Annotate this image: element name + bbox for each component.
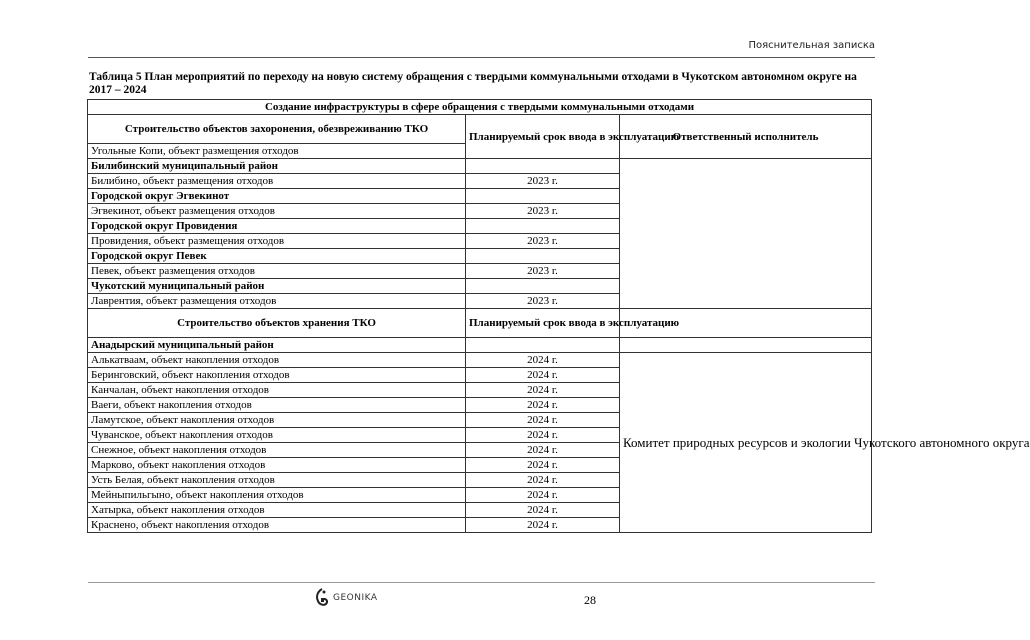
object-name-cell: Певек, объект размещения отходов <box>88 264 466 279</box>
commissioning-year-cell: 2024 г. <box>466 368 620 383</box>
group-row <box>88 219 872 234</box>
object-name-cell: Эгвекинот, объект размещения отходов <box>88 204 466 219</box>
table-row <box>88 204 872 219</box>
table-row <box>88 353 872 368</box>
commissioning-year-cell: 2024 г. <box>466 383 620 398</box>
table-row <box>88 174 872 189</box>
group-row-label: Городской округ Певек <box>88 249 466 264</box>
logo-wordmark: GEONIKA <box>333 593 378 603</box>
section2-header-row <box>88 309 872 338</box>
group-row <box>88 338 872 353</box>
section1-col3-header: Ответственный исполнитель <box>620 115 872 159</box>
commissioning-year-cell: 2023 г. <box>466 174 620 189</box>
object-name-cell: Алькатваам, объект накопления отходов <box>88 353 466 368</box>
commissioning-year-cell: 2024 г. <box>466 353 620 368</box>
empty-responsible-cell <box>620 338 872 353</box>
empty-year-cell <box>466 338 620 353</box>
object-name-cell: Хатырка, объект накопления отходов <box>88 503 466 518</box>
commissioning-year-cell: 2024 г. <box>466 398 620 413</box>
object-name-cell: Билибино, объект размещения отходов <box>88 174 466 189</box>
group-row-label: Анадырский муниципальный район <box>88 338 466 353</box>
document-type-label: Пояснительная записка <box>748 40 875 51</box>
table-caption: Таблица 5 План мероприятий по переходу на новую систему обращения с твердыми коммунальными отходами в Чукотском автономном округе на 2017 – 2024 <box>89 71 857 96</box>
commissioning-year-cell <box>466 279 620 294</box>
measures-table <box>87 99 1030 533</box>
commissioning-year-cell: 2024 г. <box>466 458 620 473</box>
object-name-cell: Усть Белая, объект накопления отходов <box>88 473 466 488</box>
group-row <box>88 279 872 294</box>
group-row <box>88 159 872 174</box>
object-name-cell: Чуванское, объект накопления отходов <box>88 428 466 443</box>
responsible-executor-cell: Комитет природных ресурсов и экологии Чукотского автономного округа <box>620 353 872 533</box>
object-name-cell: Лаврентия, объект размещения отходов <box>88 294 466 309</box>
header-divider <box>88 57 875 58</box>
section1-col1-header: Строительство объектов захоронения, обезвреживанию ТКО <box>88 115 466 144</box>
commissioning-year-cell <box>466 249 620 264</box>
object-name-cell: Снежное, объект накопления отходов <box>88 443 466 458</box>
section2-col2-header: Планируемый срок ввода в эксплуатацию <box>466 309 620 338</box>
group-row <box>88 249 872 264</box>
table-title: Создание инфраструктуры в сфере обращения с твердыми коммунальными отходами <box>88 100 872 115</box>
object-name-cell: Провидения, объект размещения отходов <box>88 234 466 249</box>
commissioning-year-cell: 2024 г. <box>466 503 620 518</box>
object-name-cell: Мейныпильгыно, объект накопления отходов <box>88 488 466 503</box>
commissioning-year-cell: 2023 г. <box>466 294 620 309</box>
commissioning-year-cell: 2023 г. <box>466 234 620 249</box>
group-row <box>88 189 872 204</box>
table-row <box>88 234 872 249</box>
object-name-cell: Беринговский, объект накопления отходов <box>88 368 466 383</box>
commissioning-year-cell: 2024 г. <box>466 413 620 428</box>
commissioning-year-cell <box>466 189 620 204</box>
section1-col2-header: Планируемый срок ввода в эксплуатацию <box>466 115 620 159</box>
table-title-row <box>88 100 872 115</box>
table-row <box>88 264 872 279</box>
commissioning-year-cell <box>466 159 620 174</box>
object-name-cell: Ваеги, объект накопления отходов <box>88 398 466 413</box>
commissioning-year-cell <box>466 219 620 234</box>
group-row-label: Чукотский муниципальный район <box>88 279 466 294</box>
commissioning-year-cell: 2023 г. <box>466 204 620 219</box>
object-name-cell: Ламутское, объект накопления отходов <box>88 413 466 428</box>
commissioning-year-cell: 2024 г. <box>466 473 620 488</box>
object-name-cell: Канчалан, объект накопления отходов <box>88 383 466 398</box>
group-row-label: Городской округ Эгвекинот <box>88 189 466 204</box>
commissioning-year-cell: 2024 г. <box>466 443 620 458</box>
commissioning-year-cell: 2024 г. <box>466 488 620 503</box>
page-number: 28 <box>584 593 596 607</box>
geonika-logo-icon <box>314 588 330 608</box>
commissioning-year-cell: 2024 г. <box>466 518 620 533</box>
commissioning-year-cell: 2023 г. <box>466 264 620 279</box>
table-row <box>88 294 872 309</box>
object-name-cell: Краснено, объект накопления отходов <box>88 518 466 533</box>
object-name-cell: Марково, объект накопления отходов <box>88 458 466 473</box>
commissioning-year-cell: 2024 г. <box>466 428 620 443</box>
group-row-label: Билибинский муниципальный район <box>88 159 466 174</box>
group-row-label: Городской округ Провидения <box>88 219 466 234</box>
object-name-cell: Угольные Копи, объект размещения отходов <box>88 144 466 159</box>
section2-col1-header: Строительство объектов хранения ТКО <box>88 309 466 338</box>
company-logo <box>314 588 378 608</box>
footer-divider <box>88 582 875 583</box>
